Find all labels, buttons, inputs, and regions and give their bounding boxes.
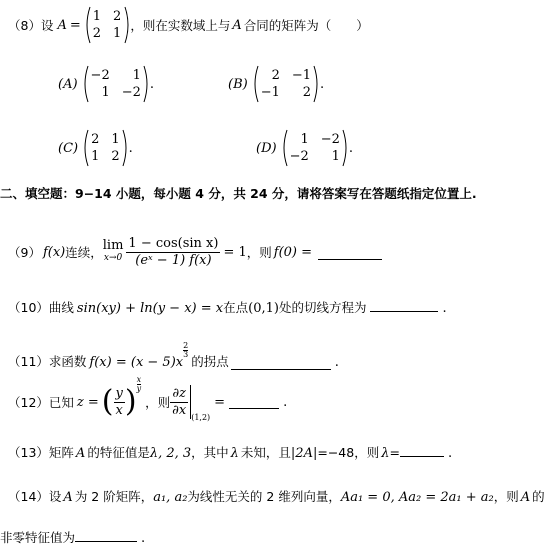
exponent-fraction: 2 3	[183, 341, 189, 359]
question-number: （8）	[8, 18, 41, 33]
question-number: （14）	[8, 489, 49, 504]
answer-blank[interactable]	[318, 245, 382, 260]
question-12: （12） 已知 z = ( $\frac{y}{x}$ ) x y ，则 $\frac{\partial z}{\partial x}$ (1,2) = .	[8, 375, 288, 422]
base-fraction: $\frac{y}{x}$	[115, 385, 123, 418]
limit-fraction: $\frac{\text{1 − cos(sin x)}}{\text{(eˣ − 1) f(x)}}$	[128, 235, 219, 268]
question-14-line-2: 非零特征值为 .	[0, 530, 146, 546]
option-label: (D)	[256, 140, 277, 156]
section-heading: 二、填空题：9−14 小题，每小题 4 分，共 24 分，请将答案写在答题纸指定位置上.	[0, 186, 477, 201]
answer-blank[interactable]	[75, 529, 137, 542]
option-label: (B)	[228, 76, 248, 92]
question-number: （10）	[8, 300, 49, 315]
question-number: （11）	[8, 354, 49, 369]
exponent-fraction: x y	[136, 375, 142, 393]
question-10: （10） 曲线 sin(xy) + ln(y − x) = x 在点 (0,1) 处的切线方程为 .	[8, 300, 447, 316]
question-number: （9）	[8, 245, 41, 260]
question-number: （13）	[8, 445, 49, 460]
question-number: （12）	[8, 395, 49, 410]
matrix-A: 1 2 2 1	[84, 9, 131, 41]
matrix-parentheses	[84, 6, 131, 44]
question-11: （11） 求函数 f(x) = (x − 5)x 2 3 的拐点 .	[8, 341, 339, 370]
option-d: (D) 1 −2 −2 1 .	[256, 126, 353, 170]
question-9: （9） f(x) 连续， lim x→0 $\frac{\text{1 − cos(sin x)}}{\text{(eˣ − 1) f(x)}}$ = 1 ，则 f(0) =	[8, 230, 382, 274]
matrix-parentheses	[82, 65, 150, 103]
option-label: (A)	[58, 76, 78, 92]
question-13: （13） 矩阵 A 的特征值是 λ, 2, 3 ，其中 λ 未知，且 |2A| =−48，则 λ = .	[8, 445, 453, 461]
answer-blank[interactable]	[231, 357, 331, 370]
answer-blank[interactable]	[400, 444, 444, 457]
answer-blank[interactable]	[370, 299, 438, 312]
matrix-parentheses	[281, 129, 349, 167]
option-c: (C) 2 1 1 2 .	[58, 126, 133, 170]
option-b: (B) 2 −1 −1 2 .	[228, 62, 324, 106]
question-8: （8） 设 A = 1 2 2 1 ，则在实数域上与 A 合同的矩阵为（ ）	[8, 3, 369, 47]
option-a: (A) −2 1 1 −2 .	[58, 62, 154, 106]
matrix-parentheses	[82, 129, 129, 167]
option-label: (C)	[58, 140, 79, 156]
partial-derivative: $\frac{\partial z}{\partial x}$	[172, 385, 187, 418]
answer-blank[interactable]	[229, 396, 279, 409]
question-14: （14） 设 A 为 2 阶矩阵， a₁, a₂ 为线性无关的 2 维列向量， Aa₁ = 0, Aa₂ = 2a₁ + a₂ ，则 A 的	[8, 489, 545, 505]
option-matrix: −2 1 1 −2	[82, 68, 150, 100]
option-matrix: 2 −1 −1 2	[252, 68, 320, 100]
limit-operator: lim x→0	[102, 238, 124, 263]
option-matrix: 2 1 1 2	[82, 132, 129, 164]
matrix-parentheses	[252, 65, 320, 103]
option-matrix: 1 −2 −2 1	[281, 132, 349, 164]
